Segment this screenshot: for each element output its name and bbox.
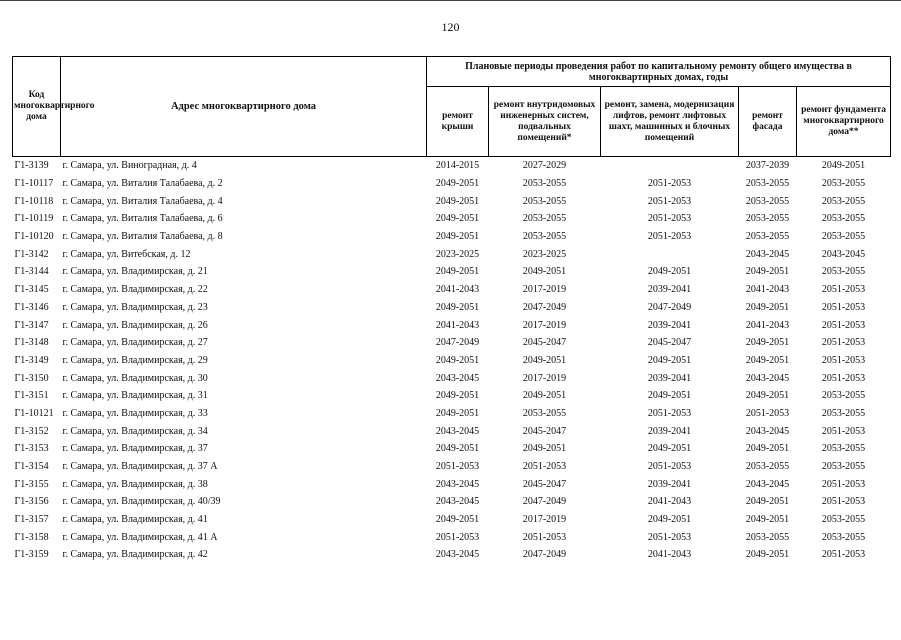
house-address: г. Самара, ул. Владимирская, д. 29 <box>62 354 208 366</box>
roof-period: 2043-2045 <box>435 496 480 508</box>
systems-period: 2049-2051 <box>522 266 567 278</box>
foundation-period: 2051-2053 <box>821 549 866 561</box>
house-code: Г1-3157 <box>14 514 49 526</box>
table-row <box>13 228 891 246</box>
facade-period: 2053-2055 <box>745 461 790 473</box>
facade-period: 2041-2043 <box>745 319 790 331</box>
table-row <box>13 475 891 493</box>
systems-period: 2053-2055 <box>522 407 567 419</box>
roof-period: 2049-2051 <box>435 443 480 455</box>
elevators-period: 2051-2053 <box>647 407 692 419</box>
repair-schedule-table <box>12 56 891 564</box>
systems-period: 2053-2055 <box>522 213 567 225</box>
table-row <box>13 387 891 405</box>
house-code: Г1-3148 <box>14 337 49 349</box>
facade-period: 2049-2051 <box>745 514 790 526</box>
header-roof: ремонт крыши <box>427 87 489 157</box>
elevators-period: 2049-2051 <box>647 443 692 455</box>
facade-period: 2043-2045 <box>745 425 790 437</box>
roof-period: 2049-2051 <box>435 390 480 402</box>
foundation-period: 2053-2055 <box>821 178 866 190</box>
roof-period: 2043-2045 <box>435 425 480 437</box>
foundation-period: 2053-2055 <box>821 390 866 402</box>
foundation-period: 2053-2055 <box>821 531 866 543</box>
table-row <box>13 299 891 317</box>
facade-period: 2049-2051 <box>745 443 790 455</box>
house-code: Г1-10120 <box>14 231 54 243</box>
header-internal-systems: ремонт внутридомовых инженерных систем, подвальных помещений* <box>489 87 601 157</box>
house-address: г. Самара, ул. Виталия Талабаева, д. 2 <box>62 178 223 190</box>
house-code: Г1-3146 <box>14 301 49 313</box>
elevators-period: 2039-2041 <box>647 319 692 331</box>
elevators-period <box>601 157 739 175</box>
systems-period: 2023-2025 <box>522 248 567 260</box>
roof-period: 2049-2051 <box>435 266 480 278</box>
foundation-period: 2051-2053 <box>821 425 866 437</box>
facade-period: 2043-2045 <box>745 372 790 384</box>
table-row <box>13 458 891 476</box>
house-code: Г1-3158 <box>14 531 49 543</box>
facade-period: 2051-2053 <box>745 407 790 419</box>
house-code: Г1-3139 <box>14 160 49 172</box>
foundation-period: 2053-2055 <box>821 461 866 473</box>
roof-period: 2049-2051 <box>435 231 480 243</box>
house-code: Г1-3152 <box>14 425 49 437</box>
roof-period: 2043-2045 <box>435 372 480 384</box>
header-facade: ремонт фасада <box>739 87 797 157</box>
systems-period: 2053-2055 <box>522 178 567 190</box>
house-address: г. Самара, ул. Владимирская, д. 42 <box>62 549 208 561</box>
house-address: г. Самара, ул. Виталия Талабаева, д. 6 <box>62 213 223 225</box>
elevators-period: 2047-2049 <box>647 301 692 313</box>
house-code: Г1-3150 <box>14 372 49 384</box>
systems-period: 2049-2051 <box>522 443 567 455</box>
roof-period: 2051-2053 <box>435 531 480 543</box>
house-code: Г1-10118 <box>14 195 54 207</box>
systems-period: 2017-2019 <box>522 319 567 331</box>
elevators-period: 2045-2047 <box>647 337 692 349</box>
roof-period: 2049-2051 <box>435 514 480 526</box>
house-address: г. Самара, ул. Владимирская, д. 37 А <box>62 461 218 473</box>
foundation-period: 2051-2053 <box>821 496 866 508</box>
house-address: г. Самара, ул. Владимирская, д. 22 <box>62 284 208 296</box>
house-address: г. Самара, ул. Владимирская, д. 30 <box>62 372 208 384</box>
table-row <box>13 334 891 352</box>
table-row <box>13 493 891 511</box>
elevators-period: 2051-2053 <box>647 178 692 190</box>
house-address: г. Самара, ул. Владимирская, д. 38 <box>62 478 208 490</box>
table-row <box>13 405 891 423</box>
systems-period: 2047-2049 <box>522 496 567 508</box>
table-row <box>13 369 891 387</box>
facade-period: 2037-2039 <box>745 160 790 172</box>
elevators-period <box>601 245 739 263</box>
table-row <box>13 511 891 529</box>
header-foundation: ремонт фундамента многоквартирного дома** <box>797 87 891 157</box>
roof-period: 2043-2045 <box>435 549 480 561</box>
systems-period: 2045-2047 <box>522 337 567 349</box>
facade-period: 2043-2045 <box>745 478 790 490</box>
house-address: г. Самара, ул. Владимирская, д. 37 <box>62 443 208 455</box>
house-code: Г1-3159 <box>14 549 49 561</box>
roof-period: 2041-2043 <box>435 284 480 296</box>
elevators-period: 2039-2041 <box>647 372 692 384</box>
house-code: Г1-3149 <box>14 354 49 366</box>
house-code: Г1-3151 <box>14 390 49 402</box>
house-address: г. Самара, ул. Витебская, д. 12 <box>62 248 191 260</box>
foundation-period: 2051-2053 <box>821 337 866 349</box>
page-number: 120 <box>441 20 460 34</box>
house-code: Г1-3147 <box>14 319 49 331</box>
roof-period: 2047-2049 <box>435 337 480 349</box>
systems-period: 2049-2051 <box>522 354 567 366</box>
house-address: г. Самара, ул. Владимирская, д. 26 <box>62 319 208 331</box>
elevators-period: 2051-2053 <box>647 195 692 207</box>
elevators-period: 2051-2053 <box>647 531 692 543</box>
table-body <box>13 157 891 564</box>
house-address: г. Самара, ул. Владимирская, д. 34 <box>62 425 208 437</box>
house-code: Г1-10117 <box>14 178 54 190</box>
house-address: г. Самара, ул. Владимирская, д. 23 <box>62 301 208 313</box>
systems-period: 2053-2055 <box>522 195 567 207</box>
elevators-period: 2049-2051 <box>647 514 692 526</box>
top-rule <box>0 0 901 1</box>
elevators-period: 2049-2051 <box>647 390 692 402</box>
house-address: г. Самара, ул. Виталия Талабаева, д. 8 <box>62 231 223 243</box>
table-row <box>13 316 891 334</box>
table-row <box>13 263 891 281</box>
house-code: Г1-3155 <box>14 478 49 490</box>
table-row <box>13 175 891 193</box>
foundation-period: 2053-2055 <box>821 407 866 419</box>
foundation-period: 2051-2053 <box>821 301 866 313</box>
elevators-period: 2049-2051 <box>647 266 692 278</box>
roof-period: 2049-2051 <box>435 354 480 366</box>
house-code: Г1-10121 <box>14 407 54 419</box>
foundation-period: 2051-2053 <box>821 372 866 384</box>
foundation-period: 2051-2053 <box>821 319 866 331</box>
facade-period: 2053-2055 <box>745 213 790 225</box>
roof-period: 2049-2051 <box>435 301 480 313</box>
foundation-period: 2049-2051 <box>821 160 866 172</box>
house-code: Г1-3156 <box>14 496 49 508</box>
foundation-period: 2053-2055 <box>821 266 866 278</box>
facade-period: 2049-2051 <box>745 390 790 402</box>
table-row <box>13 440 891 458</box>
systems-period: 2027-2029 <box>522 160 567 172</box>
facade-period: 2043-2045 <box>745 248 790 260</box>
facade-period: 2041-2043 <box>745 284 790 296</box>
elevators-period: 2051-2053 <box>647 213 692 225</box>
foundation-period: 2051-2053 <box>821 284 866 296</box>
elevators-period: 2051-2053 <box>647 231 692 243</box>
roof-period: 2049-2051 <box>435 213 480 225</box>
facade-period: 2049-2051 <box>745 301 790 313</box>
header-address: Адрес многоквартирного дома <box>61 57 427 157</box>
systems-period: 2045-2047 <box>522 425 567 437</box>
house-address: г. Самара, ул. Виноградная, д. 4 <box>62 160 197 172</box>
facade-period: 2053-2055 <box>745 178 790 190</box>
table-row <box>13 210 891 228</box>
roof-period: 2014-2015 <box>435 160 480 172</box>
house-address: г. Самара, ул. Владимирская, д. 21 <box>62 266 208 278</box>
header-planned-periods: Плановые периоды проведения работ по капитальному ремонту общего имущества в многоквартирных домах, годы <box>427 57 891 87</box>
table-row <box>13 528 891 546</box>
house-address: г. Самара, ул. Владимирская, д. 41 А <box>62 531 218 543</box>
roof-period: 2023-2025 <box>435 248 480 260</box>
roof-period: 2043-2045 <box>435 478 480 490</box>
table-row <box>13 281 891 299</box>
facade-period: 2049-2051 <box>745 337 790 349</box>
foundation-period: 2043-2045 <box>821 248 866 260</box>
house-code: Г1-3144 <box>14 266 49 278</box>
foundation-period: 2053-2055 <box>821 213 866 225</box>
house-code: Г1-3142 <box>14 248 49 260</box>
house-code: Г1-3145 <box>14 284 49 296</box>
systems-period: 2049-2051 <box>522 390 567 402</box>
table-row <box>13 245 891 263</box>
roof-period: 2049-2051 <box>435 195 480 207</box>
elevators-period: 2049-2051 <box>647 354 692 366</box>
facade-period: 2053-2055 <box>745 195 790 207</box>
house-code: Г1-3154 <box>14 461 49 473</box>
foundation-period: 2053-2055 <box>821 443 866 455</box>
roof-period: 2049-2051 <box>435 178 480 190</box>
house-address: г. Самара, ул. Владимирская, д. 33 <box>62 407 208 419</box>
foundation-period: 2053-2055 <box>821 514 866 526</box>
elevators-period: 2051-2053 <box>647 461 692 473</box>
elevators-period: 2039-2041 <box>647 478 692 490</box>
systems-period: 2047-2049 <box>522 549 567 561</box>
header-elevators: ремонт, замена, модернизация лифтов, ремонт лифтовых шахт, машинных и блочных помещений <box>601 87 739 157</box>
roof-period: 2041-2043 <box>435 319 480 331</box>
house-code: Г1-3153 <box>14 443 49 455</box>
systems-period: 2047-2049 <box>522 301 567 313</box>
facade-period: 2049-2051 <box>745 354 790 366</box>
systems-period: 2051-2053 <box>522 461 567 473</box>
facade-period: 2049-2051 <box>745 496 790 508</box>
house-address: г. Самара, ул. Виталия Талабаева, д. 4 <box>62 195 223 207</box>
systems-period: 2017-2019 <box>522 372 567 384</box>
elevators-period: 2039-2041 <box>647 425 692 437</box>
table-row <box>13 192 891 210</box>
header-code: Код многоквартирного дома <box>13 57 61 157</box>
facade-period: 2049-2051 <box>745 266 790 278</box>
house-address: г. Самара, ул. Владимирская, д. 41 <box>62 514 208 526</box>
table-row <box>13 352 891 370</box>
facade-period: 2053-2055 <box>745 231 790 243</box>
roof-period: 2049-2051 <box>435 407 480 419</box>
systems-period: 2017-2019 <box>522 514 567 526</box>
table-row <box>13 422 891 440</box>
elevators-period: 2041-2043 <box>647 549 692 561</box>
foundation-period: 2053-2055 <box>821 195 866 207</box>
foundation-period: 2051-2053 <box>821 354 866 366</box>
house-address: г. Самара, ул. Владимирская, д. 31 <box>62 390 208 402</box>
house-address: г. Самара, ул. Владимирская, д. 40/39 <box>62 496 221 508</box>
foundation-period: 2051-2053 <box>821 478 866 490</box>
table-row <box>13 157 891 175</box>
elevators-period: 2041-2043 <box>647 496 692 508</box>
elevators-period: 2039-2041 <box>647 284 692 296</box>
systems-period: 2053-2055 <box>522 231 567 243</box>
facade-period: 2053-2055 <box>745 531 790 543</box>
house-code: Г1-10119 <box>14 213 54 225</box>
table-row <box>13 546 891 564</box>
systems-period: 2017-2019 <box>522 284 567 296</box>
facade-period: 2049-2051 <box>745 549 790 561</box>
systems-period: 2045-2047 <box>522 478 567 490</box>
systems-period: 2051-2053 <box>522 531 567 543</box>
roof-period: 2051-2053 <box>435 461 480 473</box>
house-address: г. Самара, ул. Владимирская, д. 27 <box>62 337 208 349</box>
foundation-period: 2053-2055 <box>821 231 866 243</box>
